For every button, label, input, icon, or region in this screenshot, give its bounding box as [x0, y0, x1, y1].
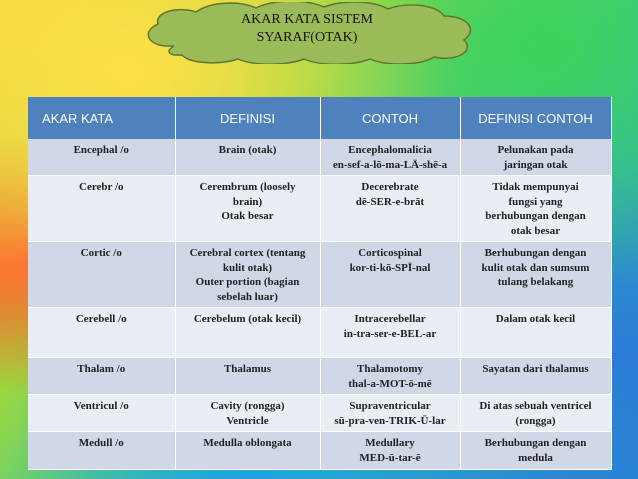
cell-line: otak besar [510, 224, 561, 237]
cell-akar-kata: Cortic /o [28, 242, 175, 308]
cell-line: Encephalomalicia [348, 144, 432, 156]
cell-line: jaringan otak [503, 158, 568, 171]
cell-line: Supraventricular [349, 400, 431, 412]
cell-line: Cerebral cortex (tentang [189, 247, 306, 259]
cell-akar-kata: Medull /o [28, 432, 175, 470]
cell-definisi-contoh [460, 139, 611, 176]
cell-line: in-tra-ser-e-BEL-ar [343, 327, 437, 340]
cell-line: Outer portion (bagian [195, 276, 300, 288]
cell-akar-kata: Ventricul /o [28, 395, 175, 432]
cell-definisi-contoh [460, 358, 611, 395]
header-akar-kata: AKAR KATA [28, 97, 175, 139]
cell-akar-kata: Thalam /o [28, 358, 175, 395]
cell-line: Ventricle [226, 414, 269, 427]
cell-contoh [320, 308, 460, 358]
cell-line: Otak besar [221, 210, 274, 222]
cell-line: medula [518, 451, 553, 464]
cell-contoh [320, 358, 460, 395]
cell-akar-kata: Cerebell /o [28, 308, 175, 358]
title-line-1: AKAR KATA SISTEM [241, 12, 373, 27]
cell-line: Brain (otak) [218, 144, 277, 156]
cell-line: kulit otak) [222, 261, 273, 274]
cell-line: Dalam otak kecil [495, 313, 576, 325]
cell-line: Cerebelum (otak kecil) [193, 313, 302, 325]
cell-definisi-contoh [460, 242, 611, 308]
cell-line: berhubungan dengan [485, 210, 586, 222]
root-word-table [28, 97, 612, 470]
table-row [28, 432, 611, 470]
cell-line: Tidak mempunyai [492, 181, 579, 193]
cell-definisi-contoh [460, 176, 611, 242]
table-row [28, 139, 611, 176]
cell-line: Medullary [365, 437, 415, 449]
cell-definisi [175, 432, 320, 470]
cell-line: kulit otak dan sumsum [481, 261, 590, 274]
table-row [28, 176, 611, 242]
table-row [28, 308, 611, 358]
cell-line: Corticospinal [358, 247, 422, 259]
cell-line: brain) [232, 195, 263, 208]
cell-line: dē-SER-e-brāt [355, 195, 425, 208]
cell-line: fungsi yang [508, 195, 563, 208]
page-title [134, 11, 480, 47]
table-header-row [28, 97, 611, 139]
cell-line: en-sef-a-lō-ma-LĀ-shē-a [332, 158, 448, 171]
cell-akar-kata: Encephal /o [28, 139, 175, 176]
cell-line: Thalamus [223, 363, 272, 375]
table-row [28, 242, 611, 308]
cell-definisi [175, 139, 320, 176]
cell-line: Berhubungan dengan [484, 437, 587, 449]
cell-definisi-contoh [460, 395, 611, 432]
title-cloud [134, 2, 480, 64]
cell-contoh [320, 395, 460, 432]
cell-line: kor-ti-kō-SPĪ-nal [349, 261, 431, 274]
cell-definisi [175, 395, 320, 432]
cell-definisi-contoh [460, 432, 611, 470]
cell-akar-kata: Cerebr /o [28, 176, 175, 242]
cell-definisi-contoh [460, 308, 611, 358]
cell-line: Pelunakan pada [497, 144, 574, 156]
cell-line: Sayatan dari thalamus [482, 363, 589, 375]
cell-line: Decerebrate [361, 181, 419, 193]
cell-line: (rongga) [515, 414, 556, 427]
cell-line: Di atas sebuah ventricel [479, 400, 592, 412]
cell-definisi [175, 358, 320, 395]
cell-line: Berhubungan dengan [484, 247, 587, 259]
header-definisi: DEFINISI [175, 97, 320, 139]
cell-line: MED-ū-tar-ē [359, 451, 421, 464]
cell-line: sū-pra-ven-TRIK-Ū-lar [334, 414, 446, 427]
cell-contoh [320, 242, 460, 308]
cell-line: Cavity (rongga) [210, 400, 285, 412]
cell-line: Cerembrum (loosely [199, 181, 296, 193]
cell-line: thal-a-MOT-ō-mē [348, 377, 432, 390]
cell-line: Medulla oblongata [203, 437, 292, 449]
cell-definisi [175, 176, 320, 242]
header-definisi-contoh: DEFINISI CONTOH [460, 97, 611, 139]
cell-contoh [320, 176, 460, 242]
header-contoh: CONTOH [320, 97, 460, 139]
title-line-2: SYARAF(OTAK) [256, 30, 358, 45]
cell-line: sebelah luar) [217, 290, 278, 303]
cell-contoh [320, 139, 460, 176]
cell-line: Thalamotomy [357, 363, 423, 375]
table-row [28, 358, 611, 395]
cell-definisi [175, 242, 320, 308]
cell-line: tulang belakang [497, 276, 574, 288]
cell-definisi [175, 308, 320, 358]
cell-line: Intracerebellar [354, 313, 426, 325]
cell-contoh [320, 432, 460, 470]
table-row [28, 395, 611, 432]
